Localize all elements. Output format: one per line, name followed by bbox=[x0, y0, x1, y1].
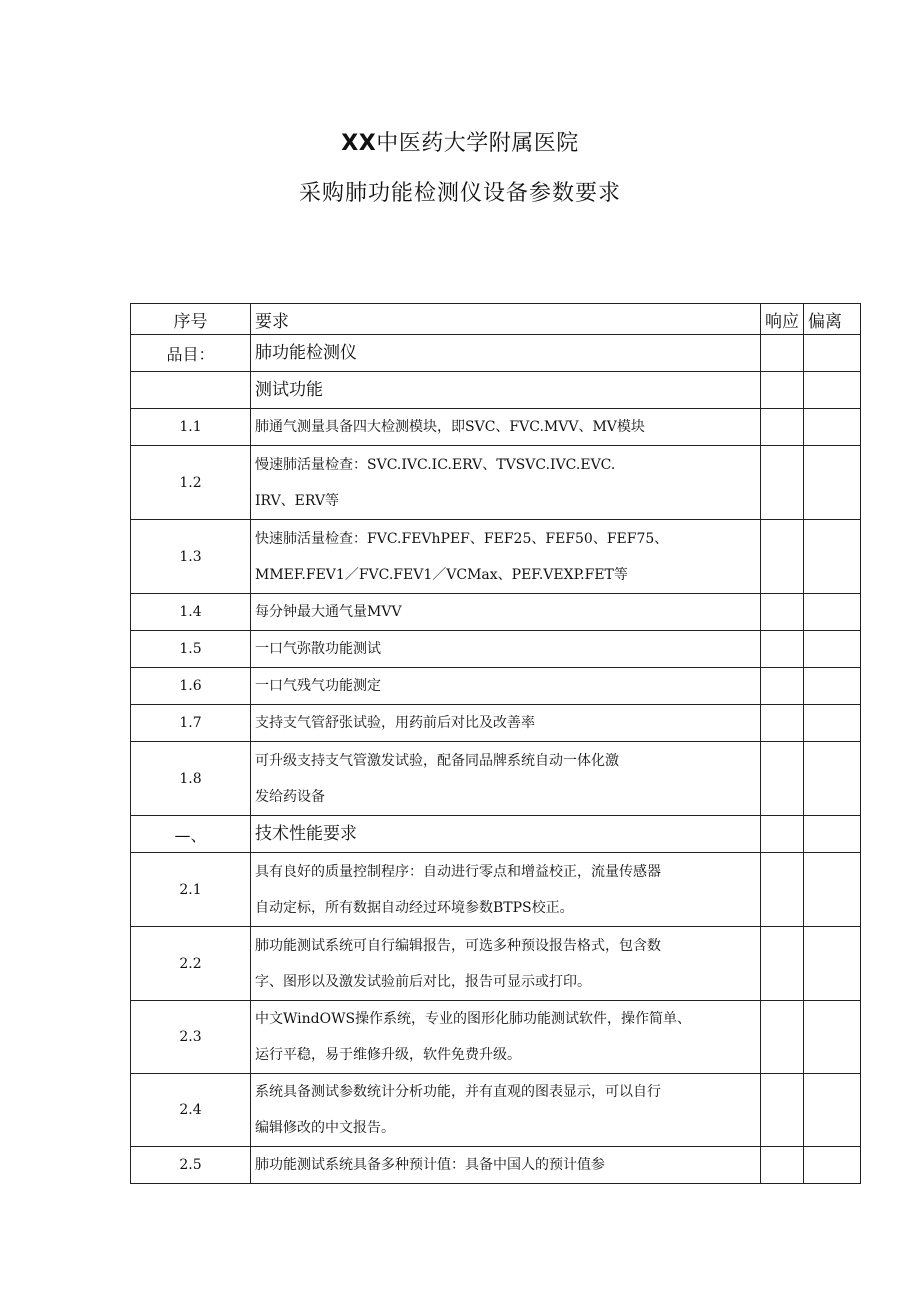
requirement-line-2: 运行平稳，易于维修升级，软件免费升级。 bbox=[255, 1047, 521, 1063]
document-title bbox=[0, 126, 920, 157]
requirement-line: 每分钟最大通气量MVV bbox=[255, 604, 402, 620]
table-row bbox=[131, 594, 861, 631]
row-deviation-cell bbox=[804, 668, 861, 705]
requirement-line-2: 编辑修改的中文报告。 bbox=[255, 1120, 395, 1136]
column-header-deviation: 偏离 bbox=[804, 304, 861, 335]
row-number: 品目： bbox=[131, 335, 251, 372]
row-deviation-cell bbox=[804, 816, 861, 853]
row-requirement bbox=[251, 668, 761, 705]
row-deviation-cell bbox=[804, 335, 861, 372]
row-deviation-cell bbox=[804, 594, 861, 631]
table-row bbox=[131, 335, 861, 372]
row-deviation-cell bbox=[804, 1074, 861, 1147]
table-row bbox=[131, 520, 861, 594]
row-requirement bbox=[251, 705, 761, 742]
requirement-line: 肺通气测量具备四大检测模块，即SVC、FVC.MVV、MV模块 bbox=[255, 419, 645, 435]
row-number: 1.6 bbox=[131, 668, 251, 705]
row-response-cell bbox=[761, 742, 804, 816]
row-number: 1.4 bbox=[131, 594, 251, 631]
requirement-line: 可升级支持支气管激发试验，配备同品牌系统自动一体化激 bbox=[255, 752, 619, 769]
row-response-cell bbox=[761, 853, 804, 927]
table-row bbox=[131, 409, 861, 446]
row-number: 2.4 bbox=[131, 1074, 251, 1147]
row-number bbox=[131, 372, 251, 409]
row-response-cell bbox=[761, 816, 804, 853]
row-number: 1.8 bbox=[131, 742, 251, 816]
column-header-requirement: 要求 bbox=[251, 304, 761, 335]
row-response-cell bbox=[761, 409, 804, 446]
requirement-line: 肺功能测试系统可自行编辑报告，可选多种预设报告格式，包含数 bbox=[255, 937, 661, 954]
table-row bbox=[131, 927, 861, 1001]
document-subtitle: 采购肺功能检测仪设备参数要求 bbox=[298, 181, 621, 206]
requirement-line-2: 发给药设备 bbox=[255, 788, 325, 805]
requirement-line-2: MMEF.FEV1／FVC.FEV1／VCMax、PEF.VEXP.FET等 bbox=[255, 566, 628, 583]
title-prefix: XX bbox=[341, 131, 377, 156]
requirement-line-2: 字、图形以及激发试验前后对比，报告可显示或打印。 bbox=[255, 973, 591, 990]
requirement-line-2: 自动定标，所有数据自动经过环境参数BTPS校正。 bbox=[255, 899, 574, 916]
row-deviation-cell bbox=[804, 446, 861, 520]
requirement-line: 支持支气管舒张试验，用药前后对比及改善率 bbox=[255, 715, 535, 731]
table-header-row bbox=[131, 304, 861, 335]
row-requirement bbox=[251, 1074, 761, 1147]
row-requirement bbox=[251, 631, 761, 668]
row-response-cell bbox=[761, 1074, 804, 1147]
row-response-cell bbox=[761, 927, 804, 1001]
row-requirement bbox=[251, 594, 761, 631]
table-row bbox=[131, 1001, 861, 1074]
row-requirement bbox=[251, 446, 761, 520]
row-deviation-cell bbox=[804, 927, 861, 1001]
row-response-cell bbox=[761, 631, 804, 668]
table-row bbox=[131, 1147, 861, 1184]
table-row bbox=[131, 816, 861, 853]
row-response-cell bbox=[761, 335, 804, 372]
table-row bbox=[131, 853, 861, 927]
row-requirement bbox=[251, 742, 761, 816]
column-header-no: 序号 bbox=[131, 304, 251, 335]
row-number: 1.2 bbox=[131, 446, 251, 520]
requirement-line: 一口气弥散功能测试 bbox=[255, 641, 381, 657]
table-row bbox=[131, 372, 861, 409]
row-response-cell bbox=[761, 372, 804, 409]
row-number: 1.1 bbox=[131, 409, 251, 446]
table-row bbox=[131, 668, 861, 705]
row-deviation-cell bbox=[804, 520, 861, 594]
row-number: 2.1 bbox=[131, 853, 251, 927]
requirement-line: 肺功能检测仪 bbox=[255, 343, 357, 363]
row-deviation-cell bbox=[804, 409, 861, 446]
row-requirement bbox=[251, 520, 761, 594]
row-requirement bbox=[251, 853, 761, 927]
row-requirement bbox=[251, 816, 761, 853]
row-number: —、 bbox=[131, 816, 251, 853]
row-number: 2.2 bbox=[131, 927, 251, 1001]
row-response-cell bbox=[761, 705, 804, 742]
requirement-line: 系统具备测试参数统计分析功能，并有直观的图表显示，可以自行 bbox=[255, 1084, 661, 1100]
requirement-line: 技术性能要求 bbox=[255, 824, 357, 844]
row-number: 1.3 bbox=[131, 520, 251, 594]
row-response-cell bbox=[761, 668, 804, 705]
row-deviation-cell bbox=[804, 705, 861, 742]
row-deviation-cell bbox=[804, 1147, 861, 1184]
requirement-line: 具有良好的质量控制程序：自动进行零点和增益校正，流量传感器 bbox=[255, 863, 661, 880]
table-row bbox=[131, 446, 861, 520]
column-header-response: 响应 bbox=[761, 304, 804, 335]
row-response-cell bbox=[761, 594, 804, 631]
row-deviation-cell bbox=[804, 853, 861, 927]
requirement-line: 测试功能 bbox=[255, 380, 323, 400]
row-response-cell bbox=[761, 1001, 804, 1074]
row-deviation-cell bbox=[804, 1001, 861, 1074]
row-response-cell bbox=[761, 520, 804, 594]
requirement-line: 慢速肺活量检查：SVC.IVC.IC.ERV、TVSVC.IVC.EVC. bbox=[255, 456, 616, 473]
requirement-line: 中文WindOWS操作系统，专业的图形化肺功能测试软件，操作简单、 bbox=[255, 1011, 692, 1027]
row-requirement bbox=[251, 335, 761, 372]
row-number: 2.5 bbox=[131, 1147, 251, 1184]
requirement-line: 肺功能测试系统具备多种预计值：具备中国人的预计值参 bbox=[255, 1157, 605, 1173]
row-number: 1.5 bbox=[131, 631, 251, 668]
row-deviation-cell bbox=[804, 631, 861, 668]
row-requirement bbox=[251, 409, 761, 446]
row-requirement bbox=[251, 927, 761, 1001]
row-deviation-cell bbox=[804, 742, 861, 816]
row-requirement bbox=[251, 1147, 761, 1184]
table-body bbox=[131, 335, 861, 1184]
table-row bbox=[131, 631, 861, 668]
row-response-cell bbox=[761, 446, 804, 520]
row-requirement bbox=[251, 372, 761, 409]
row-number: 2.3 bbox=[131, 1001, 251, 1074]
requirement-line: 快速肺活量检查：FVC.FEVhPEF、FEF25、FEF50、FEF75、 bbox=[255, 530, 669, 547]
requirement-line: 一口气残气功能测定 bbox=[255, 678, 381, 694]
table-row bbox=[131, 1074, 861, 1147]
requirement-line-2: IRV、ERV等 bbox=[255, 492, 340, 509]
table-row bbox=[131, 705, 861, 742]
row-requirement bbox=[251, 1001, 761, 1074]
row-number: 1.7 bbox=[131, 705, 251, 742]
title-text: 中医药大学附属医院 bbox=[376, 131, 579, 156]
table-row bbox=[131, 742, 861, 816]
spec-table bbox=[130, 303, 861, 1184]
row-deviation-cell bbox=[804, 372, 861, 409]
row-response-cell bbox=[761, 1147, 804, 1184]
